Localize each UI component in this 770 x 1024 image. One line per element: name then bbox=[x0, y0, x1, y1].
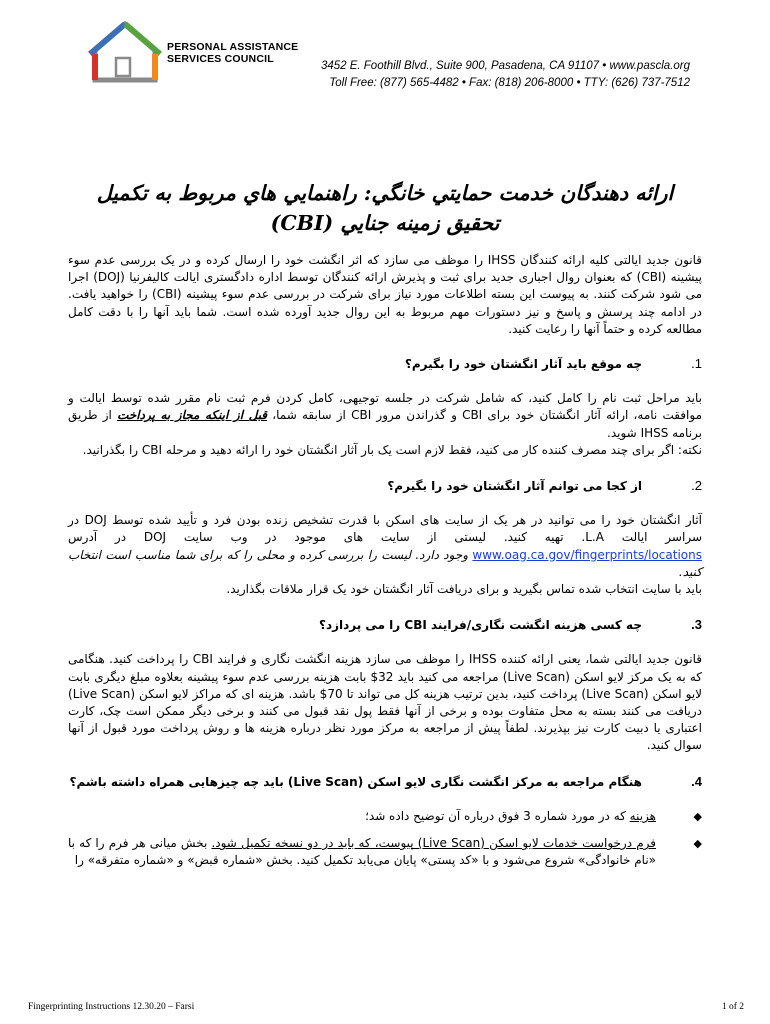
bullet-2-text: بخش میانی هر فرم را که با «نام خانوادگی» شروع می‌شود و با «کد پستی» پایان می‌یابد تکمیل کنید. بخش «شماره قبض» و «شماره متفرقه» را bbox=[68, 836, 656, 868]
section-3-number: 3. bbox=[691, 617, 702, 633]
section-2-number: 2. bbox=[691, 478, 702, 494]
fingerprint-locations-link[interactable]: www.oag.ca.gov/fingerprints/locations bbox=[472, 547, 702, 562]
document-body bbox=[68, 178, 702, 869]
organization-name bbox=[167, 41, 298, 65]
section-2-answer-a: آثار انگشتان خود را می توانید در هر یک از سایت های اسکن با قدرت تشخیص زنده بودن فرد و تأیید شده توسط DOJ در سراسر ایالت L.A. تهیه کنید. لیستی از سایت های موجود در وب سایت DOJ در آدرس bbox=[68, 513, 703, 545]
contact-info bbox=[321, 58, 690, 92]
section-1-heading bbox=[68, 355, 702, 373]
diamond-bullet-icon: ◆ bbox=[693, 837, 702, 851]
section-4-question: هنگام مراجعه به مرکز انگشت نگاری لایو اسکن (Live Scan) باید چه چیزهایی همراه داشته باشم؟ bbox=[69, 774, 642, 789]
section-1-note: نکته: اگر برای چند مصرف کننده کار می کنید، فقط لازم است یک بار آثار انگشتان خود را ارائه دهید و مرحله CBI را بگذرانید. bbox=[82, 442, 702, 457]
section-3-heading bbox=[68, 616, 702, 634]
section-2-heading bbox=[68, 477, 702, 495]
section-2-question: از کجا می توانم آثار انگشتان خود را بگیرم؟ bbox=[387, 479, 642, 494]
bullet-1-underlined: هزینه bbox=[629, 808, 656, 823]
section-2-answer-b: باید با سایت انتخاب شده تماس بگیرید و برای دریافت آثار انگشتان خود یک قرار ملاقات بگذارید. bbox=[226, 582, 702, 597]
organization-logo bbox=[85, 20, 165, 84]
footer-document-id: Fingerprinting Instructions 12.30.20 – Farsi bbox=[28, 1002, 195, 1012]
diamond-bullet-icon: ◆ bbox=[693, 809, 702, 823]
phone-line: Toll Free: (877) 565-4482 • Fax: (818) 206-8000 • TTY: (626) 737-7512 bbox=[329, 77, 690, 89]
org-name-line1: PERSONAL ASSISTANCE bbox=[167, 41, 299, 53]
letterhead bbox=[0, 0, 770, 110]
section-2-answer-emphasis: وجود دارد. لیست را بررسی کرده و محلی را که برای شما مناسب است انتخاب کنید. bbox=[68, 547, 702, 579]
title-line2: تحقيق زمينه جنايي (CBI) bbox=[270, 211, 500, 235]
bullet-1-text: که در مورد شماره 3 فوق درباره آن توضیح داده شد؛ bbox=[365, 808, 630, 823]
section-4-bullet-2 bbox=[68, 835, 702, 869]
section-1-number: 1. bbox=[691, 356, 702, 372]
section-4-bullet-1 bbox=[68, 808, 702, 825]
section-1-answer-b: از طریق برنامه IHSS شوید. bbox=[68, 408, 702, 440]
section-3-question: چه کسی هزینه انگشت نگاری/فرایند CBI را می پردازد؟ bbox=[318, 618, 642, 633]
section-1-question: چه موقع باید آثار انگشتان خود را بگیرم؟ bbox=[404, 357, 642, 372]
section-1-answer bbox=[68, 390, 702, 442]
section-3-answer: قانون جدید ایالتی شما، یعنی ارائه کننده IHSS را موظف می سازد هزینه انگشت نگاری و فرایند CBI را پرداخت کنید. هنگامی که به یک مرکز لایو اسکن (Live Scan) مراجعه می کنید باید 32$ بابت هزینه بررسی عدم سوء پیشینه بعلاوه مبلغ دیگری بابت لایو اسکن (Live Scan) پرداخت کنید، بدین ترتیب هزینه کل می تواند تا 70$ باشد. هزینه ای که مراکز لایو اسکن (Live Scan) دریافت می کنند بسته به محل متفاوت بوده و برخی از آنها فقط پول نقد قبول می کنند و برخی دیگر ممکن است چک، کارت اعتباری یا دبیت کارت نیز بپذیرند. لطفاً پیش از مراجعه به مرکز مورد نظر درباره هزینه ها و روش پرداخت مورد قبول از آنها سوال کنید. bbox=[68, 652, 703, 753]
intro-paragraph: قانون جدید ایالتی کلیه ارائه کنندگان IHSS را موظف می سازد که اثر انگشت خود را ارسال کرده و در یک بررسی عدم سوء پیشینه (CBI) که بعنوان روال اجباری جدید برای ثبت و پذیرش ارائه کنندگان توسط اداره دادگستری ایالت کالیفرنیا (DOJ) اجرا می شود شرکت کنند. به پیوست این بسته اطلاعات مورد نیاز برای شرکت در بررسی عدم سوء پیشینه (CBI) را خواهید یافت. در ادامه چند پرسش و پاسخ و نیز دستورات مهم مربوط به این روال جدید آورده شده است. شما باید آنها را با دقت کامل مطالعه کرده و حتماً آنها را رعایت کنید. bbox=[68, 253, 703, 336]
section-1-answer-emphasis: قبل از اینکه مجاز به پرداخت bbox=[117, 408, 268, 423]
org-name-line2: SERVICES COUNCIL bbox=[167, 53, 274, 65]
section-1-answer-a: باید مراحل ثبت نام را کامل کنید، که شامل شرکت در جلسه توجیهی، کامل کردن فرم ثبت نام مقرر شده توسط ایالت و موافقت نامه، ارائه آثار انگشتان خود برای CBI و گذراندن مرور CBI از سابقه شما، bbox=[68, 391, 703, 423]
section-2-answer bbox=[68, 512, 702, 581]
document-title bbox=[68, 178, 702, 238]
section-4-number: 4. bbox=[691, 773, 702, 789]
title-line1: ارائه دهندگان خدمت حمايتي خانگي: راهنمايي هاي مربوط به تكميل bbox=[96, 181, 674, 205]
address-line: 3452 E. Foothill Blvd., Suite 900, Pasadena, CA 91107 • www.pascla.org bbox=[320, 60, 690, 72]
bullet-2-underlined: فرم درخواست خدمات لایو اسکن (Live Scan) پیوست، که باید در دو نسخه تکمیل شود. bbox=[211, 836, 656, 851]
section-4-heading bbox=[68, 773, 702, 791]
footer-page-number: 1 of 2 bbox=[721, 1002, 744, 1012]
